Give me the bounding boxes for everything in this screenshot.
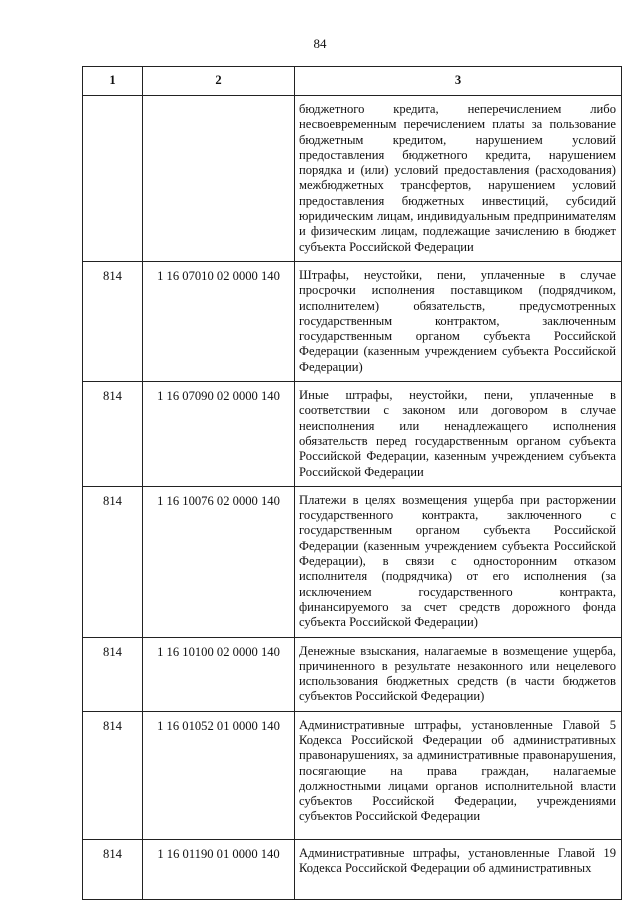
header-col-1: 1: [83, 67, 143, 96]
kbk-code-cell: 1 16 07090 02 0000 140: [143, 382, 295, 487]
description-cell: Денежные взыскания, налагаемые в возмещение ущерба, причиненного в результате незаконного или нецелевого использования бюджетных средств (в части бюджетов субъектов Российской Федерации): [295, 637, 622, 711]
kbk-code-cell: 1 16 01190 01 0000 140: [143, 839, 295, 899]
table-row: [83, 261, 622, 381]
header-col-2: 2: [143, 67, 295, 96]
admin-code-cell: 814: [83, 261, 143, 381]
admin-code-cell: 814: [83, 382, 143, 487]
description-cell: Административные штрафы, установленные Главой 19 Кодекса Российской Федерации об административных: [295, 839, 622, 899]
table-row: [83, 711, 622, 839]
kbk-code-cell: 1 16 01052 01 0000 140: [143, 711, 295, 839]
table-row: [83, 486, 622, 637]
description-cell: Платежи в целях возмещения ущерба при расторжении государственного контракта, заключенного с государственным органом субъекта Российской Федерации (казенным учреждением субъекта Российской Федерации), в связи с односторонним отказом исполнителя (подрядчика) от его исполнения (за исключением государственного контракта, финансируемого за счет средств дорожного фонда субъекта Российской Федерации): [295, 486, 622, 637]
page-number: 84: [313, 36, 327, 51]
kbk-code-cell: [143, 96, 295, 262]
admin-code-cell: 814: [83, 486, 143, 637]
kbk-code-cell: 1 16 07010 02 0000 140: [143, 261, 295, 381]
header-col-3: 3: [295, 67, 622, 96]
description-cell: Административные штрафы, установленные Главой 5 Кодекса Российской Федерации об административных правонарушениях, за административные правонарушения, посягающие на права граждан, налагаемые должностными лицами органов исполнительной власти субъектов Российской Федерации, учреждениями субъектов Российской Федерации: [295, 711, 622, 839]
kbk-code-cell: 1 16 10100 02 0000 140: [143, 637, 295, 711]
description-cell: бюджетного кредита, неперечислением либо несвоевременным перечислением платы за пользование бюджетным кредитом, нарушением условий предоставления бюджетного кредита, нарушением порядка и (или) условий предоставления (расходования) межбюджетных трансфертов, нарушением условий предоставления бюджетных инвестиций, субсидий юридическим лицам, индивидуальным предпринимателям и физическим лицам, подлежащие зачислению в бюджет субъекта Российской Федерации: [295, 96, 622, 262]
table-row: [83, 96, 622, 262]
revenue-classification-table: [82, 66, 622, 900]
kbk-code-cell: 1 16 10076 02 0000 140: [143, 486, 295, 637]
table-header-row: [83, 67, 622, 96]
description-cell: Иные штрафы, неустойки, пени, уплаченные в соответствии с законом или договором в случае неисполнения или ненадлежащего исполнения обязательств перед государственным органом субъекта Российской Федерации, казенным учреждением субъекта Российской Федерации: [295, 382, 622, 487]
description-cell: Штрафы, неустойки, пени, уплаченные в случае просрочки исполнения поставщиком (подрядчиком, исполнителем) обязательств, предусмотренных государственным контрактом, заключенным государственным органом субъекта Российской Федерации (казенным учреждением субъекта Российской Федерации): [295, 261, 622, 381]
table-row: [83, 839, 622, 899]
admin-code-cell: 814: [83, 839, 143, 899]
table-row: [83, 637, 622, 711]
admin-code-cell: [83, 96, 143, 262]
admin-code-cell: 814: [83, 637, 143, 711]
admin-code-cell: 814: [83, 711, 143, 839]
table-row: [83, 382, 622, 487]
